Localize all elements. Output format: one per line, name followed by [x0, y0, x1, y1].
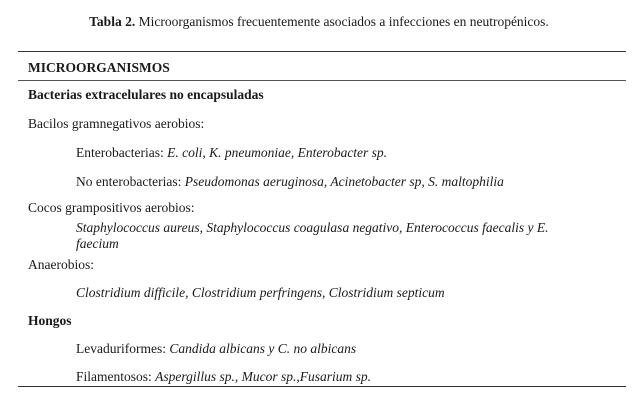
levaduriformes-label: Levaduriformes: [76, 341, 170, 356]
table-top-rule [18, 51, 626, 52]
levaduriformes-species: Candida albicans y C. no albicans [169, 341, 357, 356]
table-header-rule [18, 80, 626, 81]
no-enterobacterias-label: No enterobacterias: [76, 174, 185, 189]
table-caption-text: Microorganismos frecuentemente asociados a infecciones en neutropénicos. [138, 14, 549, 29]
enterobacterias-label: Enterobacterias: [76, 145, 168, 160]
filamentosos-row [76, 369, 371, 385]
no-enterobacterias-species: Pseudomonas aeruginosa, Acinetobacter sp, S. maltophilia [184, 174, 504, 189]
anaerobios-species: Clostridium difficile, Clostridium perfringens, Clostridium septicum [76, 285, 445, 300]
enterobacterias-species: E. coli, K. pneumoniae, Enterobacter sp. [167, 145, 388, 160]
table-bottom-rule [18, 386, 626, 387]
anaerobios-label: Anaerobios: [28, 257, 94, 272]
filamentosos-label: Filamentosos: [76, 369, 156, 384]
bacilos-label: Bacilos gramnegativos aerobios: [28, 116, 205, 131]
table-caption-label: Tabla 2. [89, 14, 136, 29]
filamentosos-species: Aspergillus sp., Mucor sp.,Fusarium sp. [155, 369, 372, 384]
enterobacterias-row [76, 145, 387, 161]
levaduriformes-row [76, 341, 356, 357]
table-header: MICROORGANISMOS [28, 60, 170, 75]
section-bacterias-title: Bacterias extracelulares no encapsuladas [28, 87, 264, 102]
cocos-label: Cocos grampositivos aerobios: [28, 200, 195, 215]
no-enterobacterias-row [76, 174, 504, 190]
cocos-species-line2: faecium [76, 236, 119, 251]
section-hongos-title: Hongos [28, 313, 72, 328]
table-caption [0, 14, 638, 30]
cocos-species-line1: Staphylococcus aureus, Staphylococcus coagulasa negativo, Enterococcus faecalis y E. [76, 220, 549, 235]
